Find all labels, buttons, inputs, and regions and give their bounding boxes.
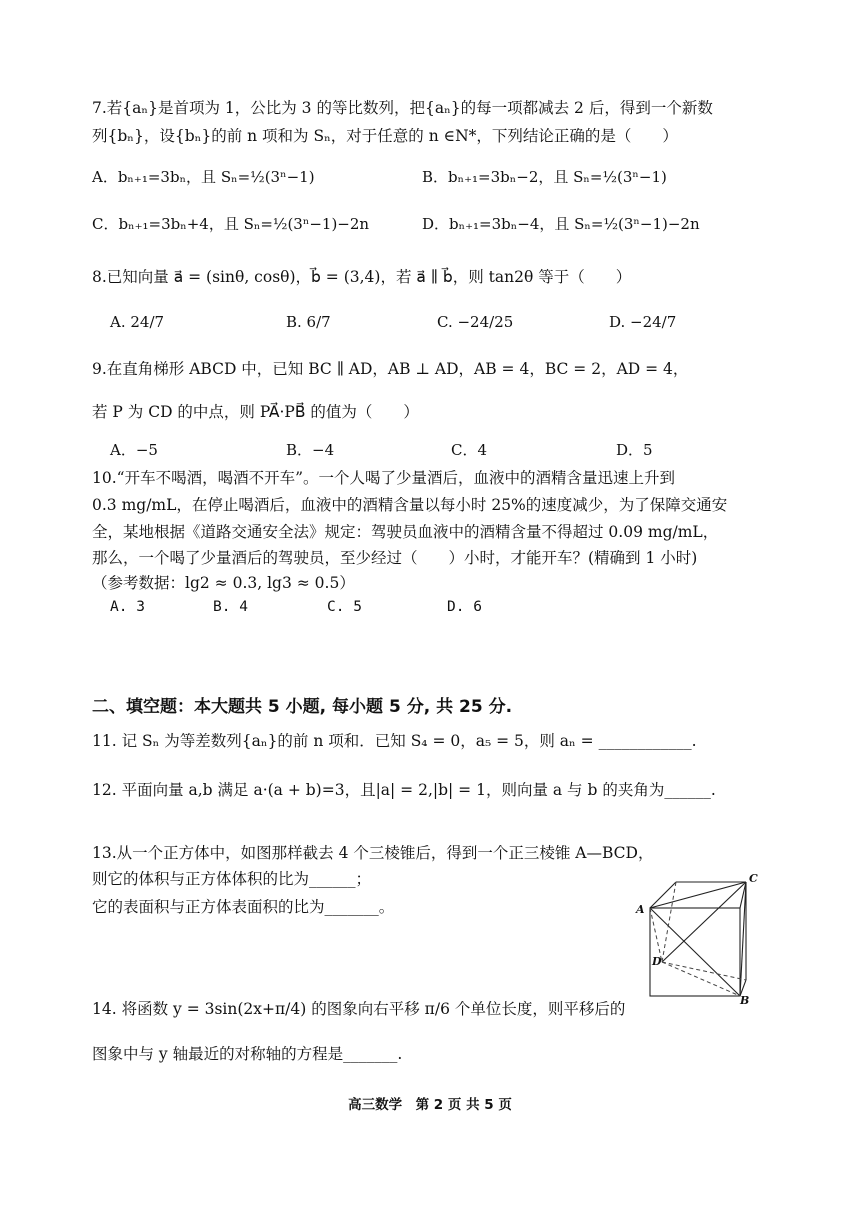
q13-line1: 13.从一个正方体中，如图那样截去 4 个三棱锥后，得到一个正三棱锥 A—BCD， [92, 844, 654, 862]
q9-option-c: C．4 [451, 441, 488, 459]
q9-option-a: A．−5 [110, 441, 158, 459]
q11-line: 11. 记 Sₙ 为等差数列{aₙ}的前 n 项和．已知 S₄ = 0，a₅ = 5，则 aₙ = ____________. [92, 732, 697, 750]
q9-option-b: B．−4 [286, 441, 335, 459]
q10-line1: 10.“开车不喝酒，喝酒不开车”。一个人喝了少量酒后，血液中的酒精含量迅速上升到 [92, 469, 676, 487]
q8-option-a: A. 24/7 [110, 313, 165, 331]
cube-figure [632, 868, 766, 1006]
label-c: C [749, 872, 758, 885]
q10-option-b: B. 4 [213, 599, 248, 615]
q10-option-c: C. 5 [327, 599, 362, 615]
q14-line1: 14. 将函数 y = 3sin(2x+π/4) 的图象向右平移 π/6 个单位长度，则平移后的 [92, 1000, 626, 1018]
q8-line1: 8.已知向量 a⃗ = (sinθ, cosθ)，b⃗ = (3,4)，若 a⃗ ∥ b⃗，则 tan2θ 等于（ ） [92, 268, 632, 286]
q13-line2: 则它的体积与正方体体积的比为______； [92, 870, 372, 888]
q10-option-a: A. 3 [110, 599, 145, 615]
q7-option-b: B．bₙ₊₁=3bₙ−2，且 Sₙ=½(3ⁿ−1) [422, 168, 667, 186]
q10-line4: 那么，一个喝了少量酒后的驾驶员，至少经过（ ）小时，才能开车？(精确到 1 小时) [92, 549, 698, 567]
q10-line3: 全，某地根据《道路交通安全法》规定：驾驶员血液中的酒精含量不得超过 0.09 mg/mL， [92, 523, 719, 541]
q9-option-d: D．5 [616, 441, 653, 459]
label-d: D [652, 955, 662, 968]
q7-line1: 7.若{aₙ}是首项为 1，公比为 3 的等比数列，把{aₙ}的每一项都减去 2 后，得到一个新数 [92, 99, 713, 117]
q9-line2: 若 P 为 CD 的中点，则 PA⃗·PB⃗ 的值为（ ） [92, 403, 419, 421]
q8-option-c: C. −24/25 [437, 313, 514, 331]
q7-option-d: D．bₙ₊₁=3bₙ−4，且 Sₙ=½(3ⁿ−1)−2n [422, 215, 700, 233]
q10-line2: 0.3 mg/mL，在停止喝酒后，血液中的酒精含量以每小时 25%的速度减少，为了保障交通安 [92, 496, 728, 514]
q7-option-a: A．bₙ₊₁=3bₙ，且 Sₙ=½(3ⁿ−1) [92, 168, 315, 186]
q13-line3: 它的表面积与正方体表面积的比为_______。 [92, 898, 395, 916]
label-a: A [636, 903, 645, 916]
q14-line2: 图象中与 y 轴最近的对称轴的方程是_______. [92, 1045, 403, 1063]
q9-line1: 9.在直角梯形 ABCD 中，已知 BC ∥ AD，AB ⊥ AD，AB = 4，BC = 2，AD = 4， [92, 360, 689, 378]
page-footer: 高三数学 第 2 页 共 5 页 [348, 1097, 512, 1113]
label-b: B [740, 994, 750, 1006]
q7-line2: 列{bₙ}，设{bₙ}的前 n 项和为 Sₙ，对于任意的 n ∈N*，下列结论正确的是（ ） [92, 127, 678, 145]
section-heading: 二、填空题：本大题共 5 小题, 每小题 5 分, 共 25 分. [92, 697, 513, 717]
q8-option-b: B. 6/7 [286, 313, 331, 331]
q12-line: 12. 平面向量 a,b 满足 a·(a + b)=3，且|a| = 2,|b| = 1，则向量 a 与 b 的夹角为______. [92, 781, 716, 799]
q10-option-d: D. 6 [447, 599, 482, 615]
q7-option-c: C．bₙ₊₁=3bₙ+4，且 Sₙ=½(3ⁿ−1)−2n [92, 215, 370, 233]
q10-line5: （参考数据：lg2 ≈ 0.3, lg3 ≈ 0.5） [92, 574, 355, 592]
q8-option-d: D. −24/7 [609, 313, 677, 331]
